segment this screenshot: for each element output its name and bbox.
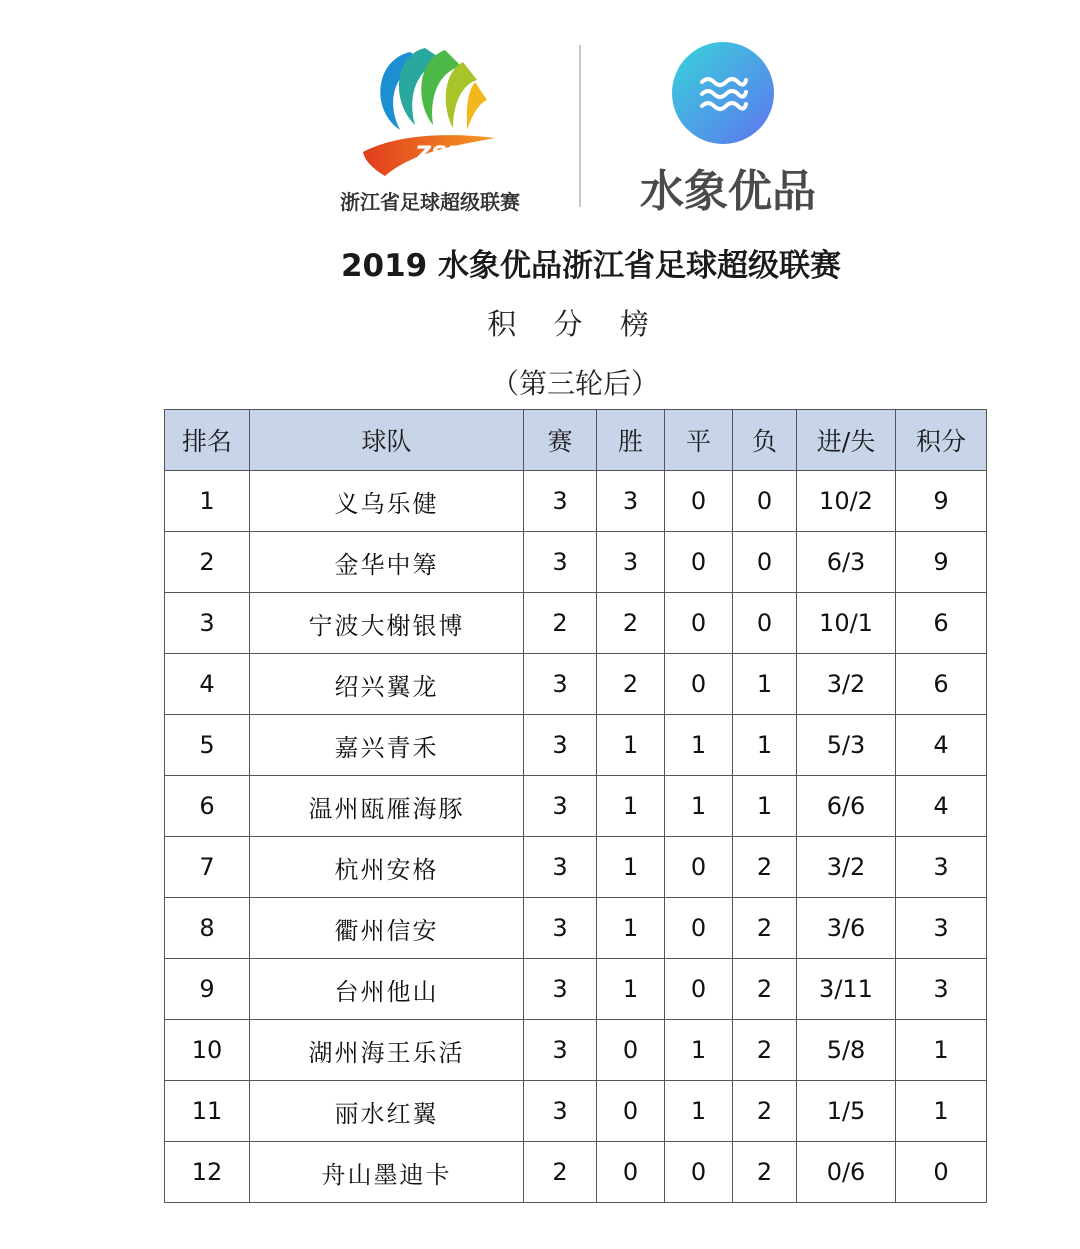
lost-cell: 0 bbox=[733, 471, 797, 532]
points-cell: 4 bbox=[896, 715, 987, 776]
goals-cell: 1/5 bbox=[797, 1081, 896, 1142]
team-cell: 宁波大榭银博 bbox=[250, 593, 524, 654]
rank-cell: 6 bbox=[165, 776, 250, 837]
rank-cell: 7 bbox=[165, 837, 250, 898]
won-cell: 1 bbox=[597, 776, 665, 837]
points-cell: 0 bbox=[896, 1142, 987, 1203]
drawn-cell: 0 bbox=[665, 898, 733, 959]
lost-cell: 0 bbox=[733, 532, 797, 593]
table-row bbox=[165, 471, 987, 532]
points-cell: 1 bbox=[896, 1081, 987, 1142]
drawn-cell: 0 bbox=[665, 1142, 733, 1203]
team-cell: 温州瓯雁海豚 bbox=[250, 776, 524, 837]
table-row bbox=[165, 898, 987, 959]
rank-cell: 5 bbox=[165, 715, 250, 776]
points-cell: 3 bbox=[896, 959, 987, 1020]
team-cell: 衢州信安 bbox=[250, 898, 524, 959]
points-cell: 4 bbox=[896, 776, 987, 837]
points-cell: 6 bbox=[896, 593, 987, 654]
shuixiang-logo bbox=[628, 40, 828, 215]
lost-cell: 2 bbox=[733, 1142, 797, 1203]
team-cell: 义乌乐健 bbox=[250, 471, 524, 532]
table-row bbox=[165, 837, 987, 898]
page-title: 2019 水象优品浙江省足球超级联赛 bbox=[340, 248, 842, 284]
lost-cell: 0 bbox=[733, 593, 797, 654]
standings-body bbox=[165, 471, 987, 1203]
won-cell: 3 bbox=[597, 532, 665, 593]
table-row bbox=[165, 532, 987, 593]
team-cell: 舟山墨迪卡 bbox=[250, 1142, 524, 1203]
zsl-emblem-icon bbox=[355, 40, 505, 180]
lost-cell: 2 bbox=[733, 1081, 797, 1142]
drawn-cell: 1 bbox=[665, 715, 733, 776]
goals-cell: 6/3 bbox=[797, 532, 896, 593]
rank-cell: 1 bbox=[165, 471, 250, 532]
points-cell: 9 bbox=[896, 532, 987, 593]
team-cell: 丽水红翼 bbox=[250, 1081, 524, 1142]
table-row bbox=[165, 715, 987, 776]
won-cell: 1 bbox=[597, 898, 665, 959]
played-cell: 3 bbox=[524, 532, 597, 593]
lost-cell: 1 bbox=[733, 715, 797, 776]
table-header-row bbox=[165, 410, 987, 471]
played-cell: 3 bbox=[524, 898, 597, 959]
zsl-mark-text: ZSL bbox=[415, 143, 461, 168]
won-cell: 0 bbox=[597, 1142, 665, 1203]
lost-cell: 2 bbox=[733, 1020, 797, 1081]
played-cell: 3 bbox=[524, 654, 597, 715]
rank-cell: 3 bbox=[165, 593, 250, 654]
table-row bbox=[165, 959, 987, 1020]
col-header-team: 球队 bbox=[250, 410, 524, 471]
zsl-logo-caption: 浙江省足球超级联赛 bbox=[340, 190, 520, 214]
col-header-drawn: 平 bbox=[665, 410, 733, 471]
played-cell: 3 bbox=[524, 959, 597, 1020]
col-header-points: 积分 bbox=[896, 410, 987, 471]
col-header-played: 赛 bbox=[524, 410, 597, 471]
lost-cell: 1 bbox=[733, 654, 797, 715]
table-row bbox=[165, 1020, 987, 1081]
table-row bbox=[165, 1142, 987, 1203]
page-subtitle: 积 分 榜 bbox=[487, 307, 663, 341]
played-cell: 2 bbox=[524, 593, 597, 654]
played-cell: 3 bbox=[524, 776, 597, 837]
goals-cell: 3/2 bbox=[797, 837, 896, 898]
goals-cell: 3/6 bbox=[797, 898, 896, 959]
played-cell: 2 bbox=[524, 1142, 597, 1203]
played-cell: 3 bbox=[524, 837, 597, 898]
standings-table bbox=[164, 409, 987, 1203]
rank-cell: 2 bbox=[165, 532, 250, 593]
drawn-cell: 0 bbox=[665, 471, 733, 532]
table-row bbox=[165, 776, 987, 837]
team-cell: 嘉兴青禾 bbox=[250, 715, 524, 776]
drawn-cell: 0 bbox=[665, 837, 733, 898]
table-row bbox=[165, 593, 987, 654]
drawn-cell: 1 bbox=[665, 1020, 733, 1081]
won-cell: 1 bbox=[597, 715, 665, 776]
logo-divider bbox=[579, 45, 581, 207]
drawn-cell: 0 bbox=[665, 959, 733, 1020]
drawn-cell: 0 bbox=[665, 532, 733, 593]
played-cell: 3 bbox=[524, 1081, 597, 1142]
won-cell: 0 bbox=[597, 1081, 665, 1142]
points-cell: 3 bbox=[896, 837, 987, 898]
points-cell: 9 bbox=[896, 471, 987, 532]
team-cell: 杭州安格 bbox=[250, 837, 524, 898]
lost-cell: 1 bbox=[733, 776, 797, 837]
round-label: （第三轮后） bbox=[490, 367, 659, 400]
lost-cell: 2 bbox=[733, 959, 797, 1020]
won-cell: 2 bbox=[597, 593, 665, 654]
col-header-won: 胜 bbox=[597, 410, 665, 471]
played-cell: 3 bbox=[524, 715, 597, 776]
played-cell: 3 bbox=[524, 1020, 597, 1081]
rank-cell: 11 bbox=[165, 1081, 250, 1142]
points-cell: 6 bbox=[896, 654, 987, 715]
col-header-goals: 进/失 bbox=[797, 410, 896, 471]
team-cell: 绍兴翼龙 bbox=[250, 654, 524, 715]
col-header-lost: 负 bbox=[733, 410, 797, 471]
won-cell: 3 bbox=[597, 471, 665, 532]
won-cell: 2 bbox=[597, 654, 665, 715]
goals-cell: 0/6 bbox=[797, 1142, 896, 1203]
points-cell: 1 bbox=[896, 1020, 987, 1081]
rank-cell: 4 bbox=[165, 654, 250, 715]
points-cell: 3 bbox=[896, 898, 987, 959]
won-cell: 0 bbox=[597, 1020, 665, 1081]
water-wave-icon bbox=[670, 40, 776, 146]
rank-cell: 10 bbox=[165, 1020, 250, 1081]
team-cell: 台州他山 bbox=[250, 959, 524, 1020]
team-cell: 湖州海王乐活 bbox=[250, 1020, 524, 1081]
rank-cell: 9 bbox=[165, 959, 250, 1020]
goals-cell: 3/2 bbox=[797, 654, 896, 715]
goals-cell: 5/8 bbox=[797, 1020, 896, 1081]
rank-cell: 12 bbox=[165, 1142, 250, 1203]
goals-cell: 10/1 bbox=[797, 593, 896, 654]
zsl-league-logo bbox=[330, 40, 530, 215]
goals-cell: 5/3 bbox=[797, 715, 896, 776]
goals-cell: 10/2 bbox=[797, 471, 896, 532]
played-cell: 3 bbox=[524, 471, 597, 532]
drawn-cell: 0 bbox=[665, 654, 733, 715]
team-cell: 金华中筹 bbox=[250, 532, 524, 593]
drawn-cell: 0 bbox=[665, 593, 733, 654]
won-cell: 1 bbox=[597, 959, 665, 1020]
drawn-cell: 1 bbox=[665, 1081, 733, 1142]
won-cell: 1 bbox=[597, 837, 665, 898]
table-row bbox=[165, 654, 987, 715]
shuixiang-logo-caption: 水象优品 bbox=[640, 166, 816, 217]
table-row bbox=[165, 1081, 987, 1142]
col-header-rank: 排名 bbox=[165, 410, 250, 471]
goals-cell: 6/6 bbox=[797, 776, 896, 837]
goals-cell: 3/11 bbox=[797, 959, 896, 1020]
lost-cell: 2 bbox=[733, 837, 797, 898]
drawn-cell: 1 bbox=[665, 776, 733, 837]
rank-cell: 8 bbox=[165, 898, 250, 959]
lost-cell: 2 bbox=[733, 898, 797, 959]
